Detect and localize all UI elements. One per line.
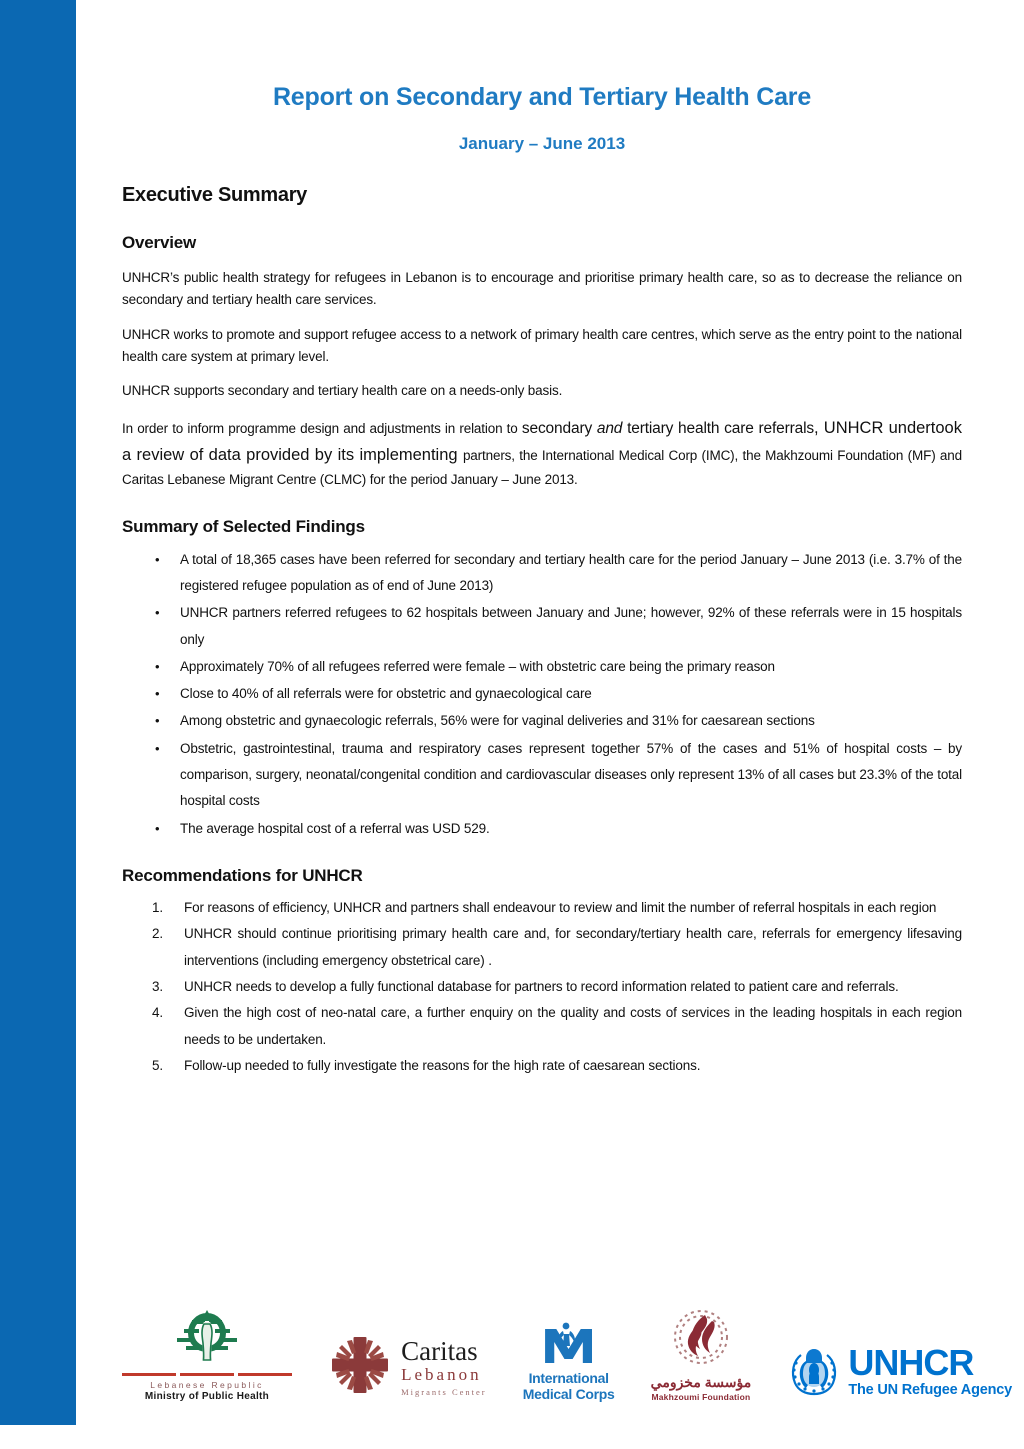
- logo-line-1: International: [528, 1369, 609, 1386]
- mixed-part-2-italic: and: [596, 420, 623, 438]
- overview-paragraph-2: UNHCR works to promote and support refugee access to a network of primary health care centres, which serve as the entry point to the national health care system at primary level.: [122, 326, 962, 364]
- list-item-text: Given the high cost of neo-natal care, a further enquiry on the quality and costs of services in the leading hospitals in each region needs to be undertaken.: [184, 1005, 962, 1047]
- cedar-tree-icon: [122, 1308, 292, 1370]
- list-item-text: Among obstetric and gynaecologic referrals, 56% were for vaginal deliveries and 31% for caesarean sections: [180, 713, 815, 729]
- list-item: [122, 600, 962, 653]
- list-item-text: For reasons of efficiency, UNHCR and partners shall endeavour to review and limit the number of referral hospitals in each region: [184, 900, 937, 916]
- logo-international-medical-corps: [523, 1319, 615, 1402]
- logo-line-1: Lebanese Republic: [150, 1380, 264, 1390]
- page-title: Report on Secondary and Tertiary Health Care: [272, 83, 812, 111]
- list-item: [122, 895, 962, 921]
- mixed-part-1: In order to inform programme design and adjustments in relation to: [122, 421, 522, 437]
- bullet-icon: •: [155, 658, 160, 674]
- logo-line-2: Medical Corps: [522, 1385, 615, 1402]
- bullet-icon: •: [155, 605, 160, 621]
- list-item: [122, 708, 962, 734]
- list-item-number: 4.: [152, 1005, 163, 1021]
- list-item-number: 2.: [152, 926, 163, 942]
- list-item: [122, 736, 962, 815]
- logo-lebanese-republic-ministry-of-public-health: [122, 1308, 292, 1402]
- overview-paragraph-4-mixed: [122, 415, 962, 490]
- findings-list: [122, 547, 962, 842]
- logo-line-1: مؤسسة مخزومي: [650, 1374, 752, 1390]
- imc-m-icon: [523, 1319, 615, 1370]
- list-item-text: The average hospital cost of a referral was USD 529.: [180, 820, 490, 836]
- list-item: [122, 547, 962, 600]
- logo-line-1: Caritas: [401, 1336, 478, 1367]
- list-item: [122, 974, 962, 1000]
- list-item-text: Approximately 70% of all refugees referred were female – with obstetric care being the primary reason: [180, 658, 775, 674]
- logo-unhcr: [787, 1343, 1012, 1402]
- logo-line-2: Lebanon: [401, 1365, 482, 1385]
- document-content: [122, 0, 962, 1079]
- logo-makhzoumi-foundation: [651, 1307, 752, 1402]
- list-item-text: UNHCR needs to develop a fully functional database for partners to record information related to patient care and referrals.: [184, 978, 899, 994]
- subsection-heading-findings: Summary of Selected Findings: [122, 516, 365, 536]
- list-item-text: UNHCR partners referred refugees to 62 hospitals between January and June; however, 92% of these referrals were in 15 hospitals only: [180, 605, 962, 647]
- list-item-number: 3.: [152, 978, 163, 994]
- bullet-icon: •: [155, 713, 160, 729]
- caritas-cross-icon: [328, 1333, 392, 1402]
- subsection-heading-overview: Overview: [122, 233, 197, 252]
- bullet-icon: •: [155, 740, 160, 756]
- logo-rule-divider: [122, 1373, 292, 1376]
- list-item-text: UNHCR should continue prioritising primary health care and, for secondary/tertiary health care, referrals for emergency lifesaving interventions (including emergency obstetrical care) .: [184, 926, 962, 968]
- mixed-part-2b: tertiary health care referrals: [622, 420, 814, 438]
- bullet-icon: •: [155, 551, 160, 567]
- logo-line-3: Migrants Center: [401, 1386, 487, 1397]
- list-item: [122, 681, 962, 707]
- partner-logos-strip: [122, 1292, 1012, 1402]
- list-item-number: 5.: [152, 1057, 163, 1073]
- list-item-text: A total of 18,365 cases have been referred for secondary and tertiary health care for the period January – June 2013 (i.e. 3.7% of the registered refugee population as of end of June 2013): [180, 551, 962, 593]
- makhzoumi-flame-icon: [651, 1307, 752, 1374]
- logo-line-1: UNHCR: [848, 1342, 974, 1384]
- list-item: [122, 654, 962, 680]
- list-item: [122, 921, 962, 974]
- list-item: [122, 1053, 962, 1079]
- subsection-heading-recommendations: Recommendations for UNHCR: [122, 866, 363, 886]
- list-item-text: Close to 40% of all referrals were for obstetric and gynaecological care: [180, 686, 592, 702]
- logo-line-2: The UN Refugee Agency: [848, 1381, 1012, 1398]
- mixed-part-4: partners, the International Medical Corp (IMC), the Makhzoumi Foundation (MF) and Caritas Lebanese Migrant Centre (CLMC) for the period January – June 2013.: [122, 448, 962, 487]
- unhcr-wordmark: [848, 1342, 1012, 1398]
- logo-line-2: Makhzoumi Foundation: [651, 1392, 751, 1402]
- logo-line-2: Ministry of Public Health: [144, 1391, 270, 1402]
- overview-paragraph-3: UNHCR supports secondary and tertiary health care on a needs-only basis.: [122, 383, 563, 399]
- mixed-part-3: , UNHCR undertook a review of data provided by its implementing: [122, 419, 962, 465]
- caritas-wordmark: [401, 1338, 486, 1396]
- list-item-text: Obstetric, gastrointestinal, trauma and respiratory cases represent together 57% of the cases and 51% of hospital costs – by comparison, surgery, neonatal/congenital condition and cardiovascular diseases only represent 13% of all cases but 23.3% of the total hospital costs: [180, 740, 962, 809]
- recommendations-list: [122, 895, 962, 1079]
- unhcr-emblem-icon: [787, 1343, 841, 1402]
- section-heading-executive-summary: Executive Summary: [122, 184, 307, 206]
- logo-caritas-lebanon-migrants-center: [328, 1333, 486, 1402]
- list-item-text: Follow-up needed to fully investigate the reasons for the high rate of caesarean sections.: [184, 1057, 701, 1073]
- bullet-icon: •: [155, 686, 160, 702]
- list-item: [122, 1000, 962, 1053]
- page-subtitle: January – June 2013: [458, 134, 626, 153]
- mixed-part-2a: secondary: [521, 420, 597, 438]
- bullet-icon: •: [155, 820, 160, 836]
- list-item-number: 1.: [152, 900, 163, 916]
- list-item: [122, 816, 962, 842]
- left-blue-accent-bar: [0, 0, 76, 1425]
- overview-paragraph-1: UNHCR’s public health strategy for refugees in Lebanon is to encourage and prioritise primary health care, so as to decrease the reliance on secondary and tertiary health care services.: [122, 270, 962, 307]
